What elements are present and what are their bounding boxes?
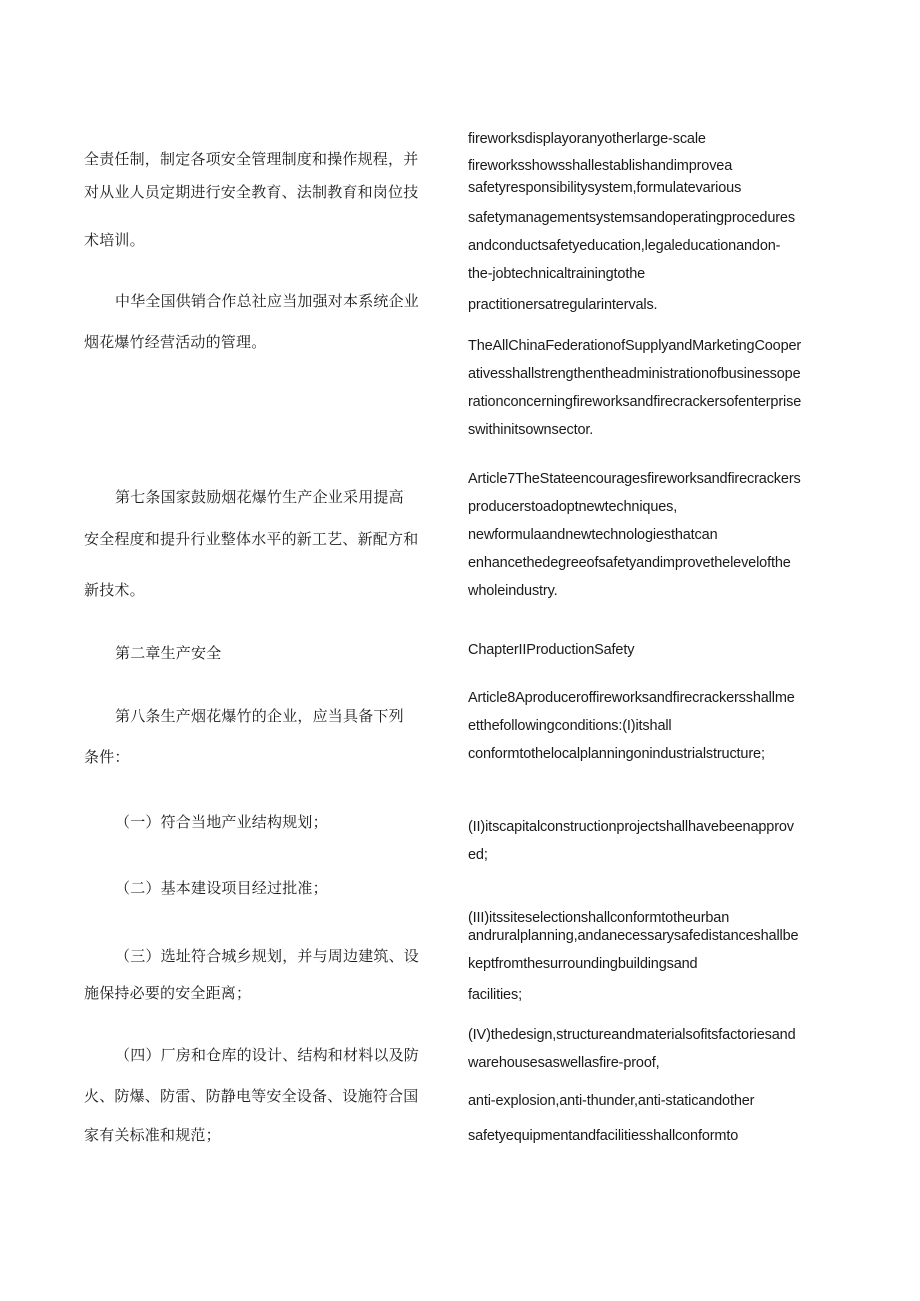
zh-line-13: （二）基本建设项目经过批准； (115, 879, 328, 897)
en-line-18: Article8Aproduceroffireworksandfirecrackersshallme (468, 690, 795, 706)
zh-line-10: 第八条生产烟花爆竹的企业，应当具备下列 (115, 707, 404, 725)
zh-line-11: 条件： (84, 748, 130, 766)
en-line-20: conformtothelocalplanningonindustrialstructure; (468, 746, 765, 762)
zh-line-4: 中华全国供销合作总社应当加强对本系统企业 (115, 292, 420, 310)
en-line-22: ed; (468, 847, 488, 863)
en-line-16: wholeindustry. (468, 583, 558, 599)
en-line-15: enhancethedegreeofsafetyandimprovethelevelofthe (468, 555, 791, 571)
en-line-2: fireworksshowsshallestablishandimprovea (468, 158, 733, 174)
zh-line-12: （一）符合当地产业结构规划； (115, 813, 328, 831)
en-line-27: (IV)thedesign,structureandmaterialsofitsfactoriesand (468, 1027, 796, 1043)
en-line-25: keptfromthesurroundingbuildingsand (468, 956, 698, 972)
en-line-26: facilities; (468, 987, 522, 1003)
en-line-4: safetymanagementsystemsandoperatingprocedures (468, 210, 795, 226)
zh-line-1: 全责任制，制定各项安全管理制度和操作规程，并 (84, 150, 419, 168)
zh-line-2: 对从业人员定期进行安全教育、法制教育和岗位技 (84, 183, 419, 201)
en-line-6: the-jobtechnicaltrainingtothe (468, 266, 646, 282)
en-line-7: practitionersatregularintervals. (468, 297, 658, 313)
zh-line-6: 第七条国家鼓励烟花爆竹生产企业采用提高 (115, 488, 404, 506)
en-line-24: andruralplanning,andanecessarysafedistanceshallbe (468, 928, 799, 944)
zh-line-8: 新技术。 (84, 581, 145, 599)
en-line-28: warehousesaswellasfire-proof, (468, 1055, 660, 1071)
en-line-19: etthefollowingconditions:(I)itshall (468, 718, 672, 734)
zh-line-7: 安全程度和提升行业整体水平的新工艺、新配方和 (84, 530, 419, 548)
en-line-29: anti-explosion,anti-thunder,anti-staticandother (468, 1093, 755, 1109)
en-line-21: (II)itscapitalconstructionprojectshallhavebeenapprov (468, 819, 794, 835)
en-line-9: ativesshallstrengthentheadministrationofbusinessope (468, 366, 801, 382)
en-line-1: fireworksdisplayoranyotherlarge-scale (468, 131, 706, 147)
zh-line-15: 施保持必要的安全距离； (84, 984, 252, 1002)
en-line-17: ChapterIIProductionSafety (468, 642, 635, 658)
en-line-30: safetyequipmentandfacilitiesshallconformto (468, 1128, 739, 1144)
en-line-11: swithinitsownsector. (468, 422, 594, 438)
zh-line-9: 第二章生产安全 (115, 644, 222, 662)
zh-line-3: 术培训。 (84, 231, 145, 249)
en-line-14: newformulaandnewtechnologiesthatcan (468, 527, 718, 543)
en-line-10: rationconcerningfireworksandfirecrackersofenterprise (468, 394, 802, 410)
zh-line-17: 火、防爆、防雷、防静电等安全设备、设施符合国 (84, 1087, 419, 1105)
zh-line-5: 烟花爆竹经营活动的管理。 (84, 333, 267, 351)
en-line-23: (III)itssiteselectionshallconformtotheurban (468, 910, 730, 926)
zh-line-14: （三）选址符合城乡规划，并与周边建筑、设 (115, 947, 420, 965)
en-line-13: producerstoadoptnewtechniques, (468, 499, 678, 515)
en-line-12: Article7TheStateencouragesfireworksandfirecrackers (468, 471, 801, 487)
zh-line-16: （四）厂房和仓库的设计、结构和材料以及防 (115, 1046, 420, 1064)
en-line-8: TheAllChinaFederationofSupplyandMarketingCooper (468, 338, 802, 354)
en-line-3: safetyresponsibilitysystem,formulatevarious (468, 180, 742, 196)
zh-line-18: 家有关标准和规范； (84, 1126, 221, 1144)
en-line-5: andconductsafetyeducation,legaleducationandon- (468, 238, 781, 254)
